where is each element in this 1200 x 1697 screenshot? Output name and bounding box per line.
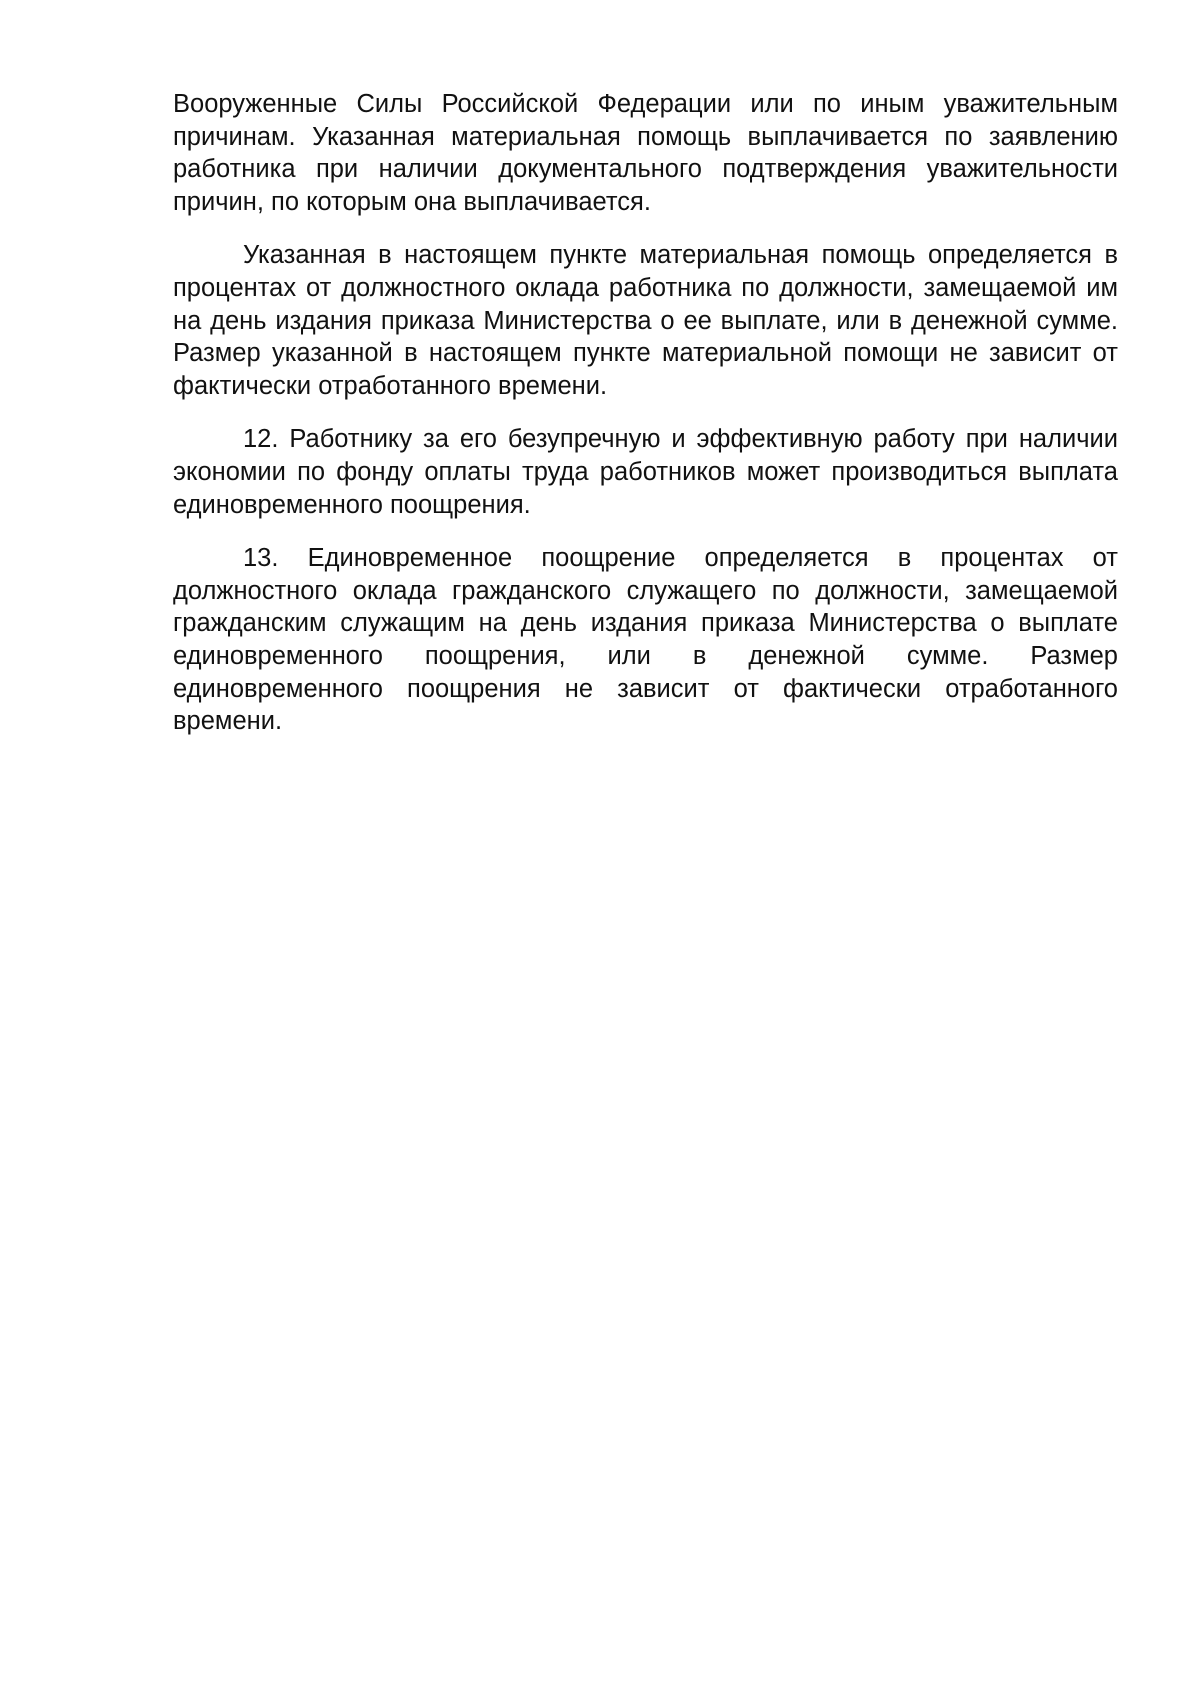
paragraph-13: 13. Единовременное поощрение определяется в процентах от должностного оклада гражданского служащего по должности, замещаемой гражданским служащим на день издания приказа Министерства о выплате единовременного поощрения, или в денежной сумме. Размер единовременного поощрения не зависит от фактически отработанного времени. bbox=[173, 544, 1118, 736]
document-body bbox=[173, 88, 1118, 759]
paragraph-continuation: Вооруженные Силы Российской Федерации или по иным уважительным причинам. Указанная материальная помощь выплачивается по заявлению работника при наличии документального подтверждения уважительности причин, по которым она выплачивается. bbox=[173, 90, 1118, 216]
paragraph-material-aid: Указанная в настоящем пункте материальная помощь определяется в процентах от должностного оклада работника по должности, замещаемой им на день издания приказа Министерства о ее выплате, или в денежной сумме. Размер указанной в настоящем пункте материальной помощи не зависит от фактически отработанного времени. bbox=[173, 241, 1118, 400]
paragraph-12: 12. Работнику за его безупречную и эффективную работу при наличии экономии по фонду оплаты труда работников может производиться выплата единовременного поощрения. bbox=[173, 425, 1118, 519]
